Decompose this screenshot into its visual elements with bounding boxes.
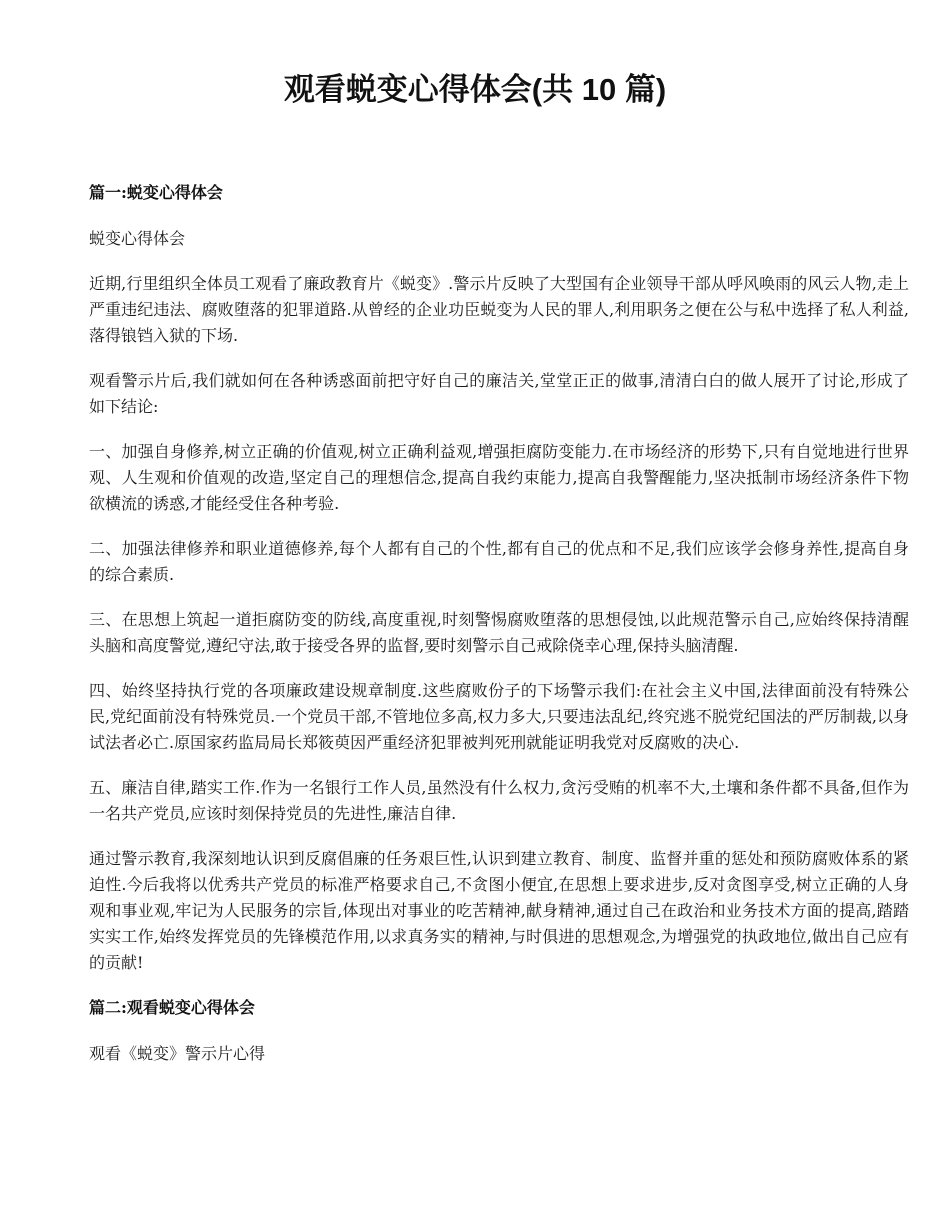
section-two	[89, 995, 909, 1067]
section-one	[89, 180, 909, 976]
section-two-heading: 篇二:观看蜕变心得体会	[89, 998, 255, 1017]
paragraph: 通过警示教育,我深刻地认识到反腐倡廉的任务艰巨性,认识到建立教育、制度、监督并重的惩处和预防腐败体系的紧迫性.今后我将以优秀共产党员的标准严格要求自己,不贪图小便宜,在思想上要求进步,反对贪图享受,树立正确的人身观和事业观,牢记为人民服务的宗旨,体现出对事业的吃苦精神,献身精神,通过自己在政治和业务技术方面的提高,踏踏实实工作,始终发挥党员的先锋模范作用,以求真务实的精神,与时俱进的思想观念,为增强党的执政地位,做出自己应有的贡献!	[89, 849, 909, 972]
paragraph: 近期,行里组织全体员工观看了廉政教育片《蜕变》.警示片反映了大型国有企业领导干部从呼风唤雨的风云人物,走上严重违纪违法、腐败堕落的犯罪道路.从曾经的企业功臣蜕变为人民的罪人,利用职务之便在公与私中选择了私人利益,落得锒铛入狱的下场.	[89, 274, 909, 345]
paragraph: 五、廉洁自律,踏实工作.作为一名银行工作人员,虽然没有什么权力,贪污受贿的机率不大,土壤和条件都不具备,但作为一名共产党员,应该时刻保持党员的先进性,廉洁自律.	[89, 778, 909, 823]
paragraph: 二、加强法律修养和职业道德修养,每个人都有自己的个性,都有自己的优点和不足,我们应该学会修身养性,提高自身的综合素质.	[89, 539, 909, 584]
section-one-subtitle: 蜕变心得体会	[89, 229, 186, 248]
section-two-subtitle: 观看《蜕变》警示片心得	[89, 1044, 266, 1063]
document-title: 观看蜕变心得体会(共 10 篇)	[283, 72, 667, 107]
paragraph: 观看警示片后,我们就如何在各种诱惑面前把守好自己的廉洁关,堂堂正正的做事,清清白白的做人展开了讨论,形成了如下结论:	[89, 371, 909, 416]
section-one-heading: 篇一:蜕变心得体会	[89, 183, 223, 202]
document-body	[89, 180, 909, 1086]
paragraph: 四、始终坚持执行党的各项廉政建设规章制度.这些腐败份子的下场警示我们:在社会主义中国,法律面前没有特殊公民,党纪面前没有特殊党员.一个党员干部,不管地位多高,权力多大,只要违法乱纪,终究逃不脱党纪国法的严厉制裁,以身试法者必亡.原国家药监局局长郑筱萸因严重经济犯罪被判死刑就能证明我党对反腐败的决心.	[89, 681, 909, 752]
paragraph: 三、在思想上筑起一道拒腐防变的防线,高度重视,时刻警惕腐败堕落的思想侵蚀,以此规范警示自己,应始终保持清醒头脑和高度警觉,遵纪守法,敢于接受各界的监督,要时刻警示自己戒除侥幸心理,保持头脑清醒.	[89, 610, 909, 655]
paragraph: 一、加强自身修养,树立正确的价值观,树立正确利益观,增强拒腐防变能力.在市场经济的形势下,只有自觉地进行世界观、人生观和价值观的改造,坚定自己的理想信念,提高自我约束能力,提高自我警醒能力,坚决抵制市场经济条件下物欲横流的诱惑,才能经受住各种考验.	[89, 442, 909, 513]
